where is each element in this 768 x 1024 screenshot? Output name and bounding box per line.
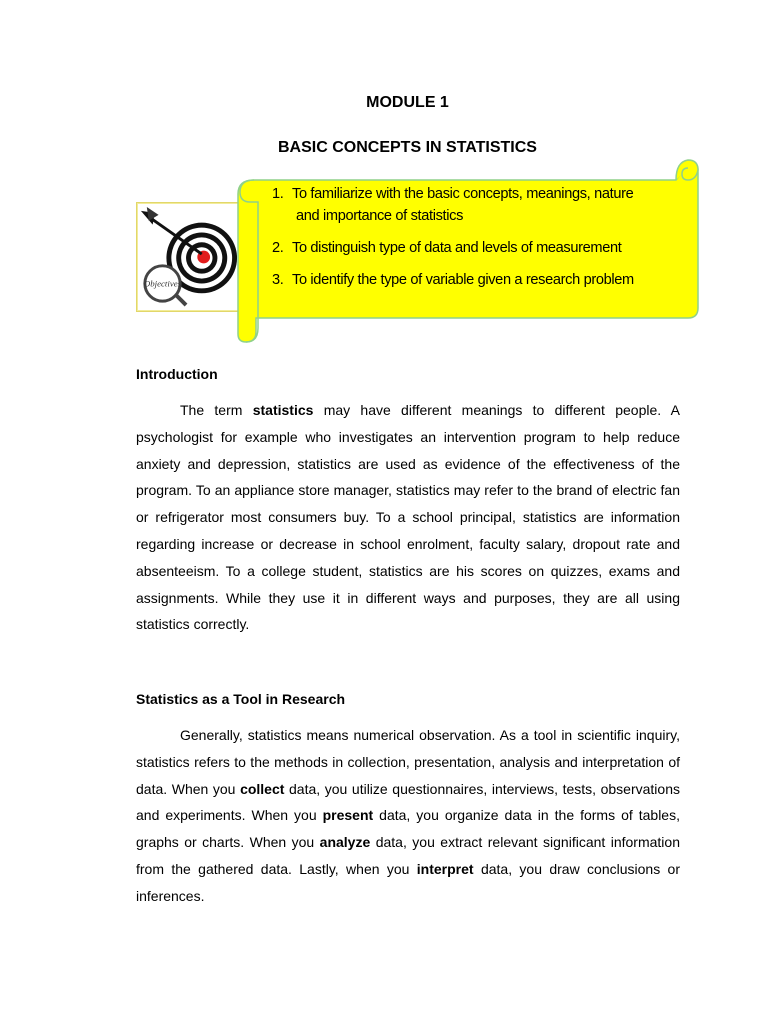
objective-item-3 xyxy=(272,272,634,288)
objectives-image xyxy=(136,202,240,312)
objective-number: 2. xyxy=(272,240,284,256)
bold-term: interpret xyxy=(416,860,474,877)
text-run: data, you draw conclusions or inferences. xyxy=(136,860,681,904)
objective-text: To familiarize with the basic concepts, meanings, nature xyxy=(292,186,634,202)
target-dart-icon xyxy=(137,203,239,311)
text-run: Generally, statistics means numerical observation. As a tool in scientific inquiry, statistics refers to the methods in collection, presentation, analysis and interpretation of data. When you xyxy=(136,727,680,797)
text-run: data, you extract relevant significant information from the gathered data. Lastly, when you xyxy=(136,834,680,877)
module-title: MODULE 1 xyxy=(366,94,449,111)
tool-section-heading: Statistics as a Tool in Research xyxy=(136,691,346,707)
bold-term: collect xyxy=(240,780,285,797)
text-run: may have different meanings to different people. A psychologist for example who investigates an intervention program to help reduce anxiety and depression, statistics are used as evidence of the effectiveness of the program. To an appliance store manager, statistics may refer to the brand of electric fan or refrigerator most consumers buy. To a school principal, statistics are information regarding increase or decrease in school enrolment, faculty salary, dropout rate and absenteeism. To a college student, statistics are his scores on quizzes, exams and assignments. While they use it in different ways and purposes, they are all using statistics correctly. xyxy=(136,402,681,633)
text-run: data, you utilize questionnaires, interviews, tests, observations and experiments. When you xyxy=(136,780,680,824)
text-run: data, you organize data in the forms of tables, graphs or charts. When you xyxy=(136,807,680,851)
bold-term: present xyxy=(322,807,374,824)
introduction-paragraph xyxy=(136,397,680,638)
objective-item-1-continued: and importance of statistics xyxy=(296,208,464,224)
objective-item-1 xyxy=(272,186,633,202)
bold-term: statistics xyxy=(252,402,314,418)
objective-text: To identify the type of variable given a research problem xyxy=(292,272,634,288)
introduction-heading: Introduction xyxy=(136,366,218,382)
bold-term: analyze xyxy=(319,834,371,851)
tool-section-paragraph xyxy=(136,722,680,910)
objective-item-2 xyxy=(272,240,621,256)
objectives-lens-label: Objectives xyxy=(143,278,182,289)
objective-text: To distinguish type of data and levels of measurement xyxy=(292,240,622,256)
page-title: BASIC CONCEPTS IN STATISTICS xyxy=(278,139,537,156)
text-run: The term xyxy=(180,402,253,418)
objective-number: 1. xyxy=(272,186,284,202)
objective-number: 3. xyxy=(272,272,284,288)
